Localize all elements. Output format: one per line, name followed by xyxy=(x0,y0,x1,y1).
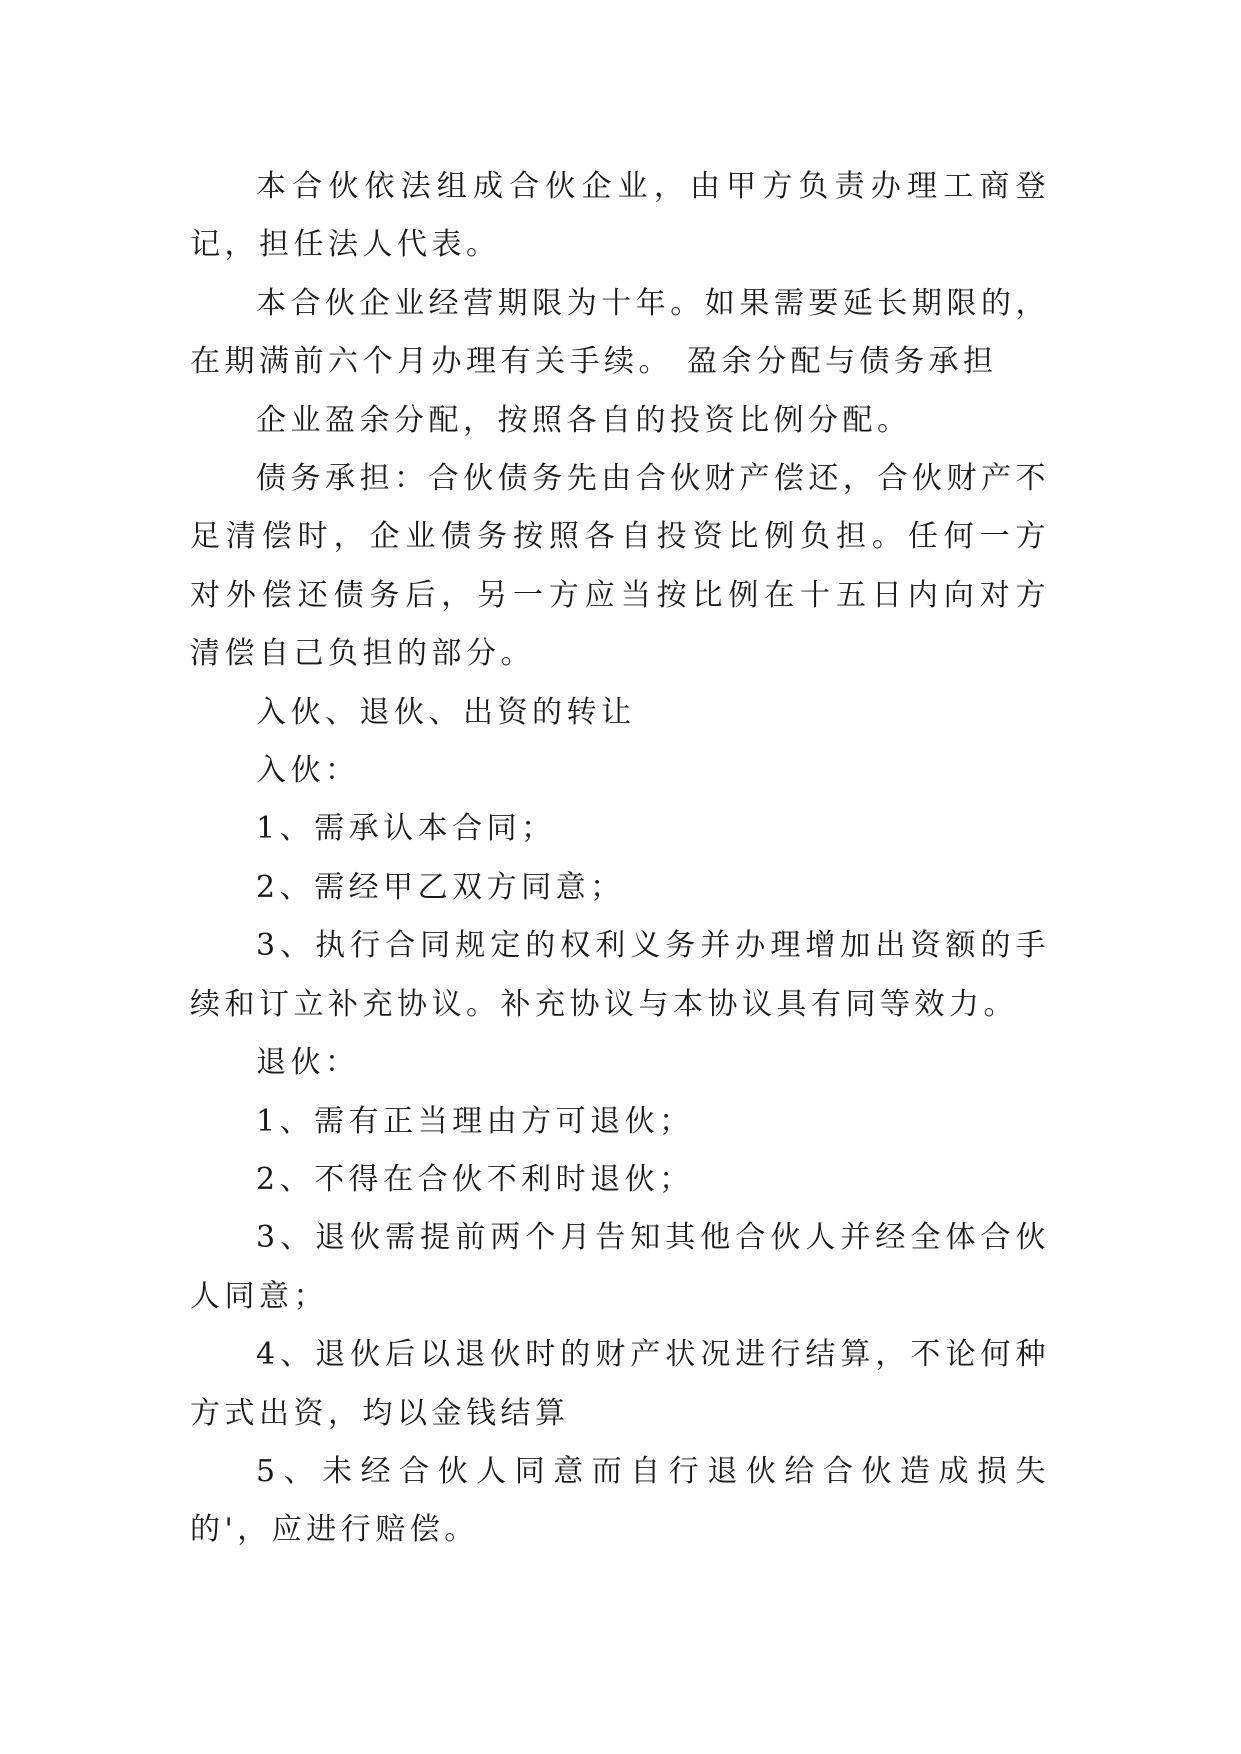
list-item-withdrawal-5: 5、未经合伙人同意而自行退伙给合伙造成损失的'，应进行赔偿。 xyxy=(190,1453,1050,1548)
list-item-withdrawal-3: 3、退伙需提前两个月告知其他合伙人并经全体合伙人同意； xyxy=(190,1220,1050,1314)
section-heading-transfer: 入伙、退伙、出资的转让 xyxy=(256,694,636,730)
list-item-admission-3: 3、执行合同规定的权利义务并办理增加出资额的手续和订立补充协议。补充协议与本协议具有同等效力。 xyxy=(190,928,1050,1022)
list-item-withdrawal-1: 1、需有正当理由方可退伙； xyxy=(256,1103,694,1139)
list-item-withdrawal-4: 4、退伙后以退伙时的财产状况进行结算，不论何种方式出资，均以金钱结算 xyxy=(190,1337,1050,1431)
paragraph-registration: 本合伙依法组成合伙企业，由甲方负责办理工商登记，担任法人代表。 xyxy=(190,169,1050,263)
list-item-admission-2: 2、需经甲乙双方同意； xyxy=(256,869,625,905)
list-item-admission-1: 1、需承认本合同； xyxy=(256,811,556,847)
paragraph-debt-liability: 债务承担：合伙债务先由合伙财产偿还，合伙财产不足清偿时，企业债务按照各自投资比例负担。任何一方对外偿还债务后，另一方应当按比例在十五日内向对方清偿自己负担的部分。 xyxy=(190,461,1050,672)
list-item-withdrawal-2: 2、不得在合伙不利时退伙； xyxy=(256,1161,694,1197)
paragraph-term: 本合伙企业经营期限为十年。如果需要延长期限的，在期满前六个月办理有关手续。 盈余分配与债务承担 xyxy=(190,285,1050,380)
document-body xyxy=(190,158,1050,1560)
section-heading-withdrawal: 退伙： xyxy=(256,1045,360,1081)
paragraph-profit-distribution: 企业盈余分配，按照各自的投资比例分配。 xyxy=(256,402,912,438)
section-heading-admission: 入伙： xyxy=(256,753,360,789)
